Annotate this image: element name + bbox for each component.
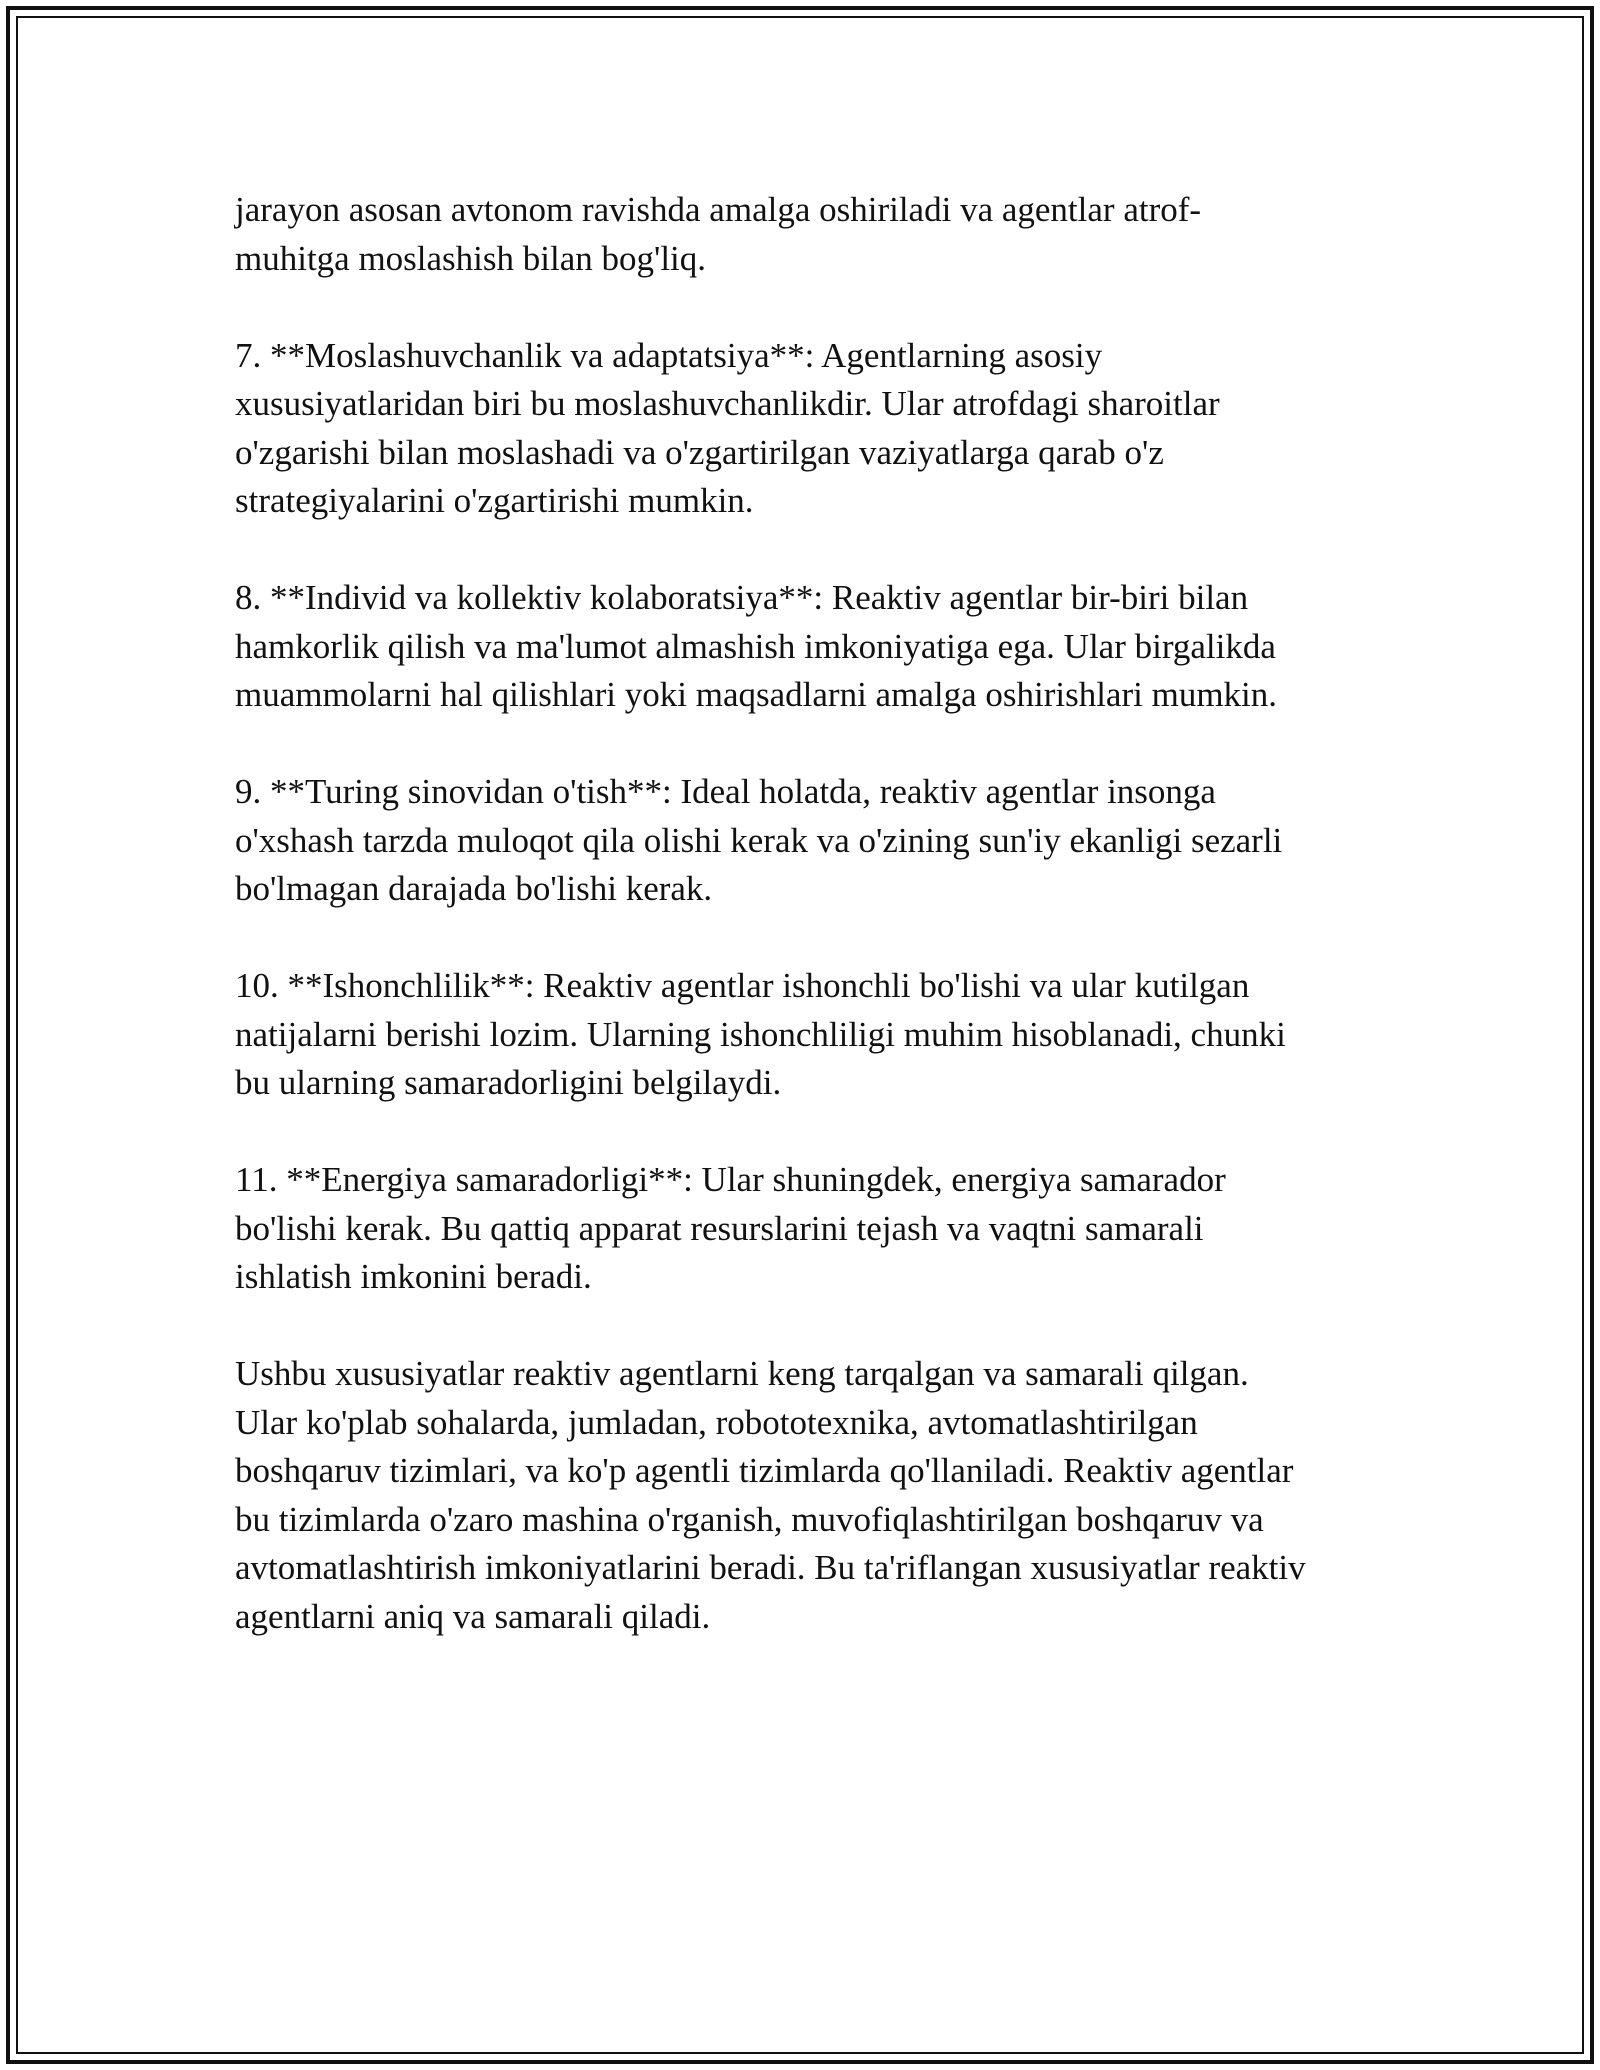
paragraph-item-8: 8. **Individ va kollektiv kolaboratsiya**: Reaktiv agentlar bir-biri bilan hamkorlik qilish va ma'lumot almashish imkoniyatiga ega. Ular birgalikda muammolarni hal qilishlari yoki maqsadlarni amalga oshirishlari mumkin. bbox=[235, 578, 1278, 714]
paragraph-intro-continuation: jarayon asosan avtonom ravishda amalga oshiriladi va agentlar atrof- muhitga moslashish bilan bog'liq. bbox=[235, 190, 1202, 278]
paragraph-item-10: 10. **Ishonchlilik**: Reaktiv agentlar ishonchli bo'lishi va ular kutilgan natijalarni berishi lozim. Ularning ishonchliligi muhim hisoblanadi, chunki bu ularning samaradorligini belgilaydi. bbox=[235, 966, 1286, 1102]
paragraph-item-9: 9. **Turing sinovidan o'tish**: Ideal holatda, reaktiv agentlar insonga o'xshash tarzda muloqot qila olishi kerak va o'zining sun'iy ekanligi sezarli bo'lmagan darajada bo'lishi kerak. bbox=[235, 772, 1283, 908]
paragraph-item-7: 7. **Moslashuvchanlik va adaptatsiya**: Agentlarning asosiy xususiyatlaridan biri bu moslashuvchanlikdir. Ular atrofdagi sharoitlar o'zgarishi bilan moslashadi va o'zgartirilgan vaziyatlarga qarab o'z strategiyalarini o'zgartirishi mumkin. bbox=[235, 335, 1220, 520]
paragraph-item-11: 11. **Energiya samaradorligi**: Ular shuningdek, energiya samarador bo'lishi kerak. Bu qattiq apparat resurslarini tejash va vaqtni samarali ishlatish imkonini beradi. bbox=[235, 1160, 1226, 1296]
paragraph-conclusion: Ushbu xususiyatlar reaktiv agentlarni keng tarqalgan va samarali qilgan. Ular ko'plab sohalarda, jumladan, robototexnika, avtomatlashtirilgan boshqaruv tizimlari, va ko'p agentli tizimlarda qo'llaniladi. Reaktiv agentlar bu tizimlarda o'zaro mashina o'rganish, muvofiqlashtirilgan boshqaruv va avtomatlashtirish imkoniyatlarini beradi. Bu ta'riflangan xususiyatlar reaktiv agentlarni aniq va samarali qiladi. bbox=[235, 1354, 1306, 1636]
document-body bbox=[235, 186, 1375, 1690]
